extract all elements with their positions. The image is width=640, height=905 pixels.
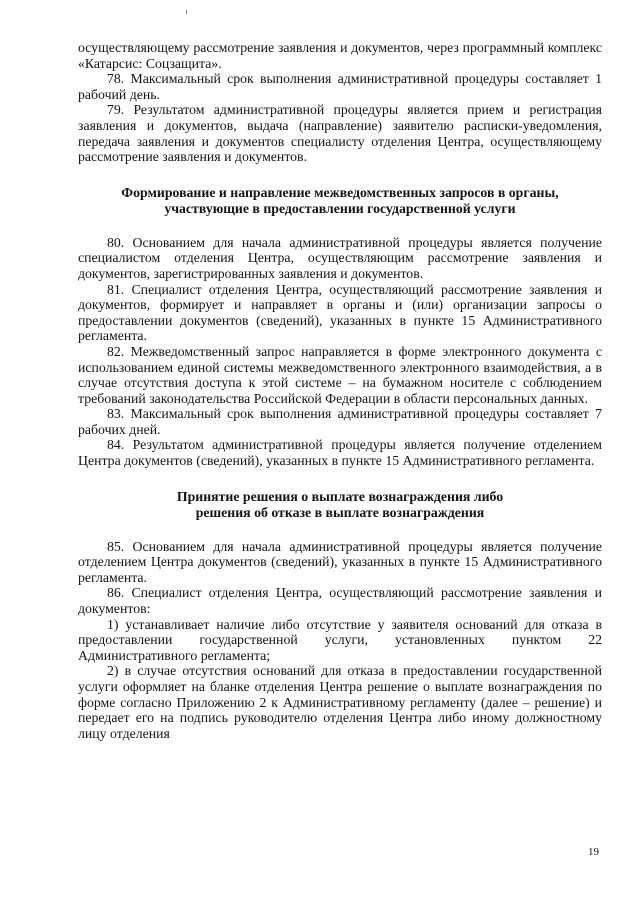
section-heading-decision-line-1: Принятие решения о выплате вознаграждения либо <box>176 488 504 504</box>
scan-mark <box>186 10 187 14</box>
section-heading-interagency-requests: Формирование и направление межведомственных запросов в органы, участвующие в предоставлении государственной услуги <box>121 184 559 216</box>
section-heading-decision-line-2: решения об отказе в выплате вознаграждения <box>195 504 485 520</box>
paragraph-continuation: осуществляющему рассмотрение заявления и документов, через программный комплекс «Катарсис: Соцзащита». <box>78 40 602 71</box>
list-item-1: 1) устанавливает наличие либо отсутствие у заявителя оснований для отказа в предоставлении государственной услуги, установленных пунктом 22 Административного регламента; <box>78 616 602 663</box>
paragraph-83: 83. Максимальный срок выполнения административной процедуры составляет 7 рабочих дней. <box>78 406 602 437</box>
paragraph-85: 85. Основанием для начала административной процедуры является получение отделением Центра документов (сведений), указанных в пункте 15 Административного регламента. <box>78 538 602 585</box>
paragraph-81: 81. Специалист отделения Центра, осуществляющий рассмотрение заявления и документов, формирует и направляет в органы и (или) организации запросы о предоставлении документов (сведений), указанных в пункте 15 Административного регламента. <box>78 281 602 344</box>
list-item-2: 2) в случае отсутствия оснований для отказа в предоставлении государственной услуги оформляет на бланке отделения Центра решение о выплате вознаграждения по форме согласно Приложению 2 к Административному регламенту (далее – решение) и передает его на подпись руководителю отделения Центра либо иному должностному лицу отделения <box>78 663 602 741</box>
paragraph-82: 82. Межведомственный запрос направляется в форме электронного документа с использованием единой системы межведомственного электронного взаимодействия, а в случае отсутствия доступа к этой системе – на бумажном носителе с соблюдением требований законодательства Российской Федерации в области персональных данных. <box>78 343 602 406</box>
paragraph-79: 79. Результатом административной процедуры является прием и регистрация заявления и документов, выдача (направление) заявителю расписки-уведомления, передача заявления и документов специалисту отделения Центра, осуществляющему рассмотрение заявления и документов. <box>78 102 602 165</box>
paragraph-80: 80. Основанием для начала административной процедуры является получение специалистом отделения Центра, осуществляющим рассмотрение заявления и документов, зарегистрированных заявления и документов. <box>78 234 602 281</box>
page-body <box>78 40 602 741</box>
page-number: 19 <box>588 846 599 858</box>
paragraph-86: 86. Специалист отделения Центра, осуществляющий рассмотрение заявления и документов: <box>78 585 602 617</box>
paragraph-78: 78. Максимальный срок выполнения административной процедуры составляет 1 рабочий день. <box>78 71 602 102</box>
paragraph-84: 84. Результатом административной процедуры является получение отделением Центра документов (сведений), указанных в пункте 15 Административного регламента. <box>78 437 602 469</box>
